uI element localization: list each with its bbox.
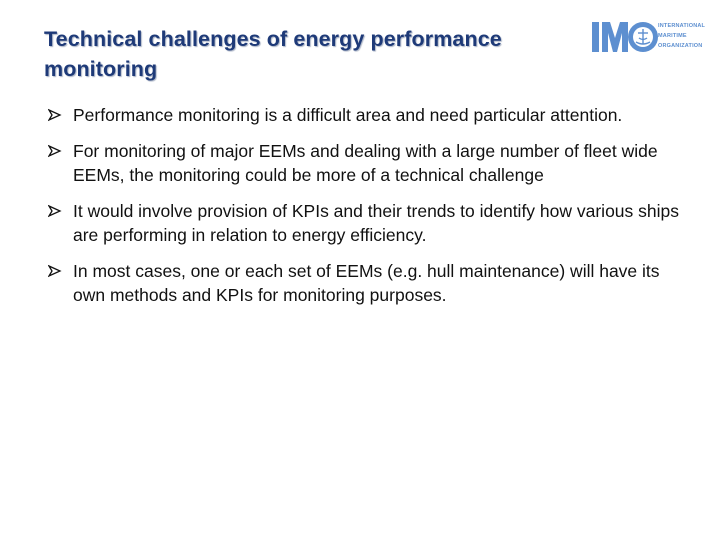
logo-line-2: MARITIME <box>658 33 687 39</box>
logo-line-1: INTERNATIONAL <box>658 23 706 29</box>
arrow-right-icon <box>48 144 62 158</box>
bullet-item <box>48 139 688 187</box>
arrow-right-icon <box>48 204 62 218</box>
bullet-text: Performance monitoring is a difficult area and need particular attention. <box>73 105 623 125</box>
logo-line-3: ORGANIZATION <box>658 43 703 49</box>
logo-organization-name <box>658 21 705 51</box>
slide-title: Technical challenges of energy performance monitoring <box>44 27 502 81</box>
bullet-text: In most cases, one or each set of EEMs (e.g. hull maintenance) will have its own methods and KPIs for monitoring purposes. <box>73 261 660 305</box>
bullet-item <box>48 259 688 307</box>
bullet-item <box>48 103 688 127</box>
bullet-item <box>48 199 688 247</box>
bullet-list <box>48 103 688 319</box>
bullet-text: It would involve provision of KPIs and their trends to identify how various ships are performing in relation to energy efficiency. <box>73 201 680 245</box>
arrow-right-icon <box>48 108 62 122</box>
bullet-text: For monitoring of major EEMs and dealing with a large number of fleet wide EEMs, the monitoring could be more of a technical challenge <box>73 141 658 185</box>
arrow-right-icon <box>48 264 62 278</box>
